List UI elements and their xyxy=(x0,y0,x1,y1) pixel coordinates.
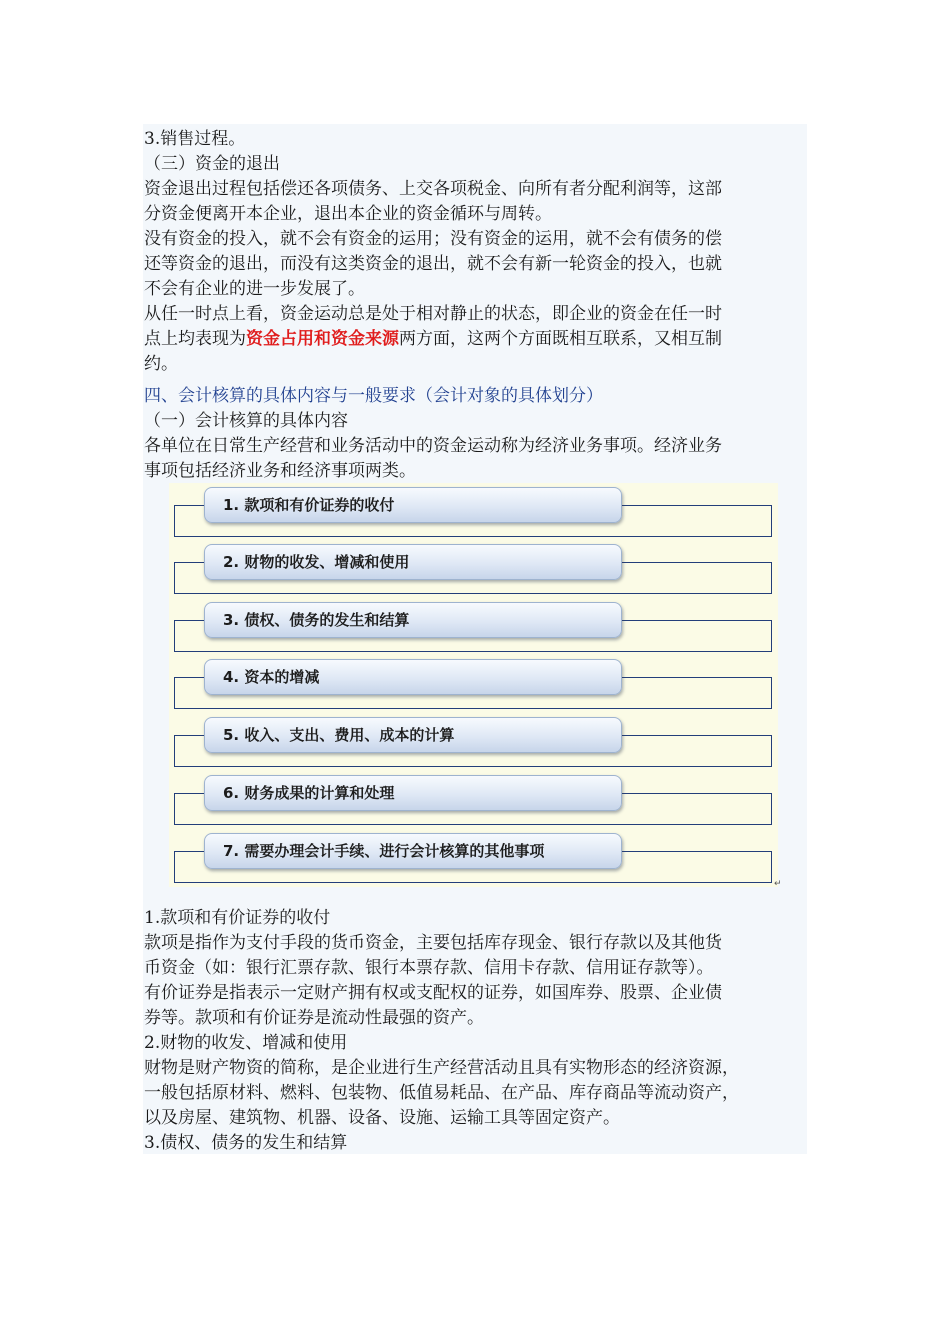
line-securities-2: 券等。款项和有价证券是流动性最强的资产。 xyxy=(144,1008,484,1028)
line-input-3: 不会有企业的进一步发展了。 xyxy=(144,279,365,299)
diagram-row-4 xyxy=(169,655,778,701)
diagram-item-6: 6. 财务成果的计算和处理 xyxy=(204,775,622,811)
section-bottom xyxy=(144,906,804,1156)
accounting-content-diagram xyxy=(169,483,782,889)
heading-claims-debts: 3.债权、债务的发生和结算 xyxy=(144,1133,348,1153)
line-econ-2: 事项包括经济业务和经济事项两类。 xyxy=(144,461,416,481)
subheading-accounting-content: （一）会计核算的具体内容 xyxy=(144,411,348,431)
diagram-row-2 xyxy=(169,540,778,586)
diagram-item-2: 2. 财物的收发、增减和使用 xyxy=(204,544,622,580)
text-pre: 点上均表现为 xyxy=(144,329,246,349)
line-input-2: 还等资金的退出，而没有这类资金的退出，就不会有新一轮资金的投入，也就 xyxy=(144,254,722,274)
heading-cash-securities: 1.款项和有价证券的收付 xyxy=(144,908,331,928)
line-securities-1: 有价证券是指表示一定财产拥有权或支配权的证券，如国库券、股票、企业债 xyxy=(144,983,722,1003)
diagram-row-3 xyxy=(169,598,778,644)
line-capital-exit-heading: （三）资金的退出 xyxy=(144,154,280,174)
diagram-row-6 xyxy=(169,771,778,817)
text-post: 两方面，这两个方面既相互联系，又相互制 xyxy=(399,329,722,349)
line-exit-2: 分资金便离开本企业，退出本企业的资金循环与周转。 xyxy=(144,204,552,224)
diagram-item-4: 4. 资本的增减 xyxy=(204,659,622,695)
line-property-1: 财物是财产物资的简称，是企业进行生产经营活动且具有实物形态的经济资源， xyxy=(144,1058,739,1078)
line-static-1: 从任一时点上看，资金运动总是处于相对静止的状态，即企业的资金在任一时 xyxy=(144,304,722,324)
diagram-item-7: 7. 需要办理会计手续、进行会计核算的其他事项 xyxy=(204,833,622,869)
diagram-item-5: 5. 收入、支出、费用、成本的计算 xyxy=(204,717,622,753)
line-static-2 xyxy=(144,327,804,352)
line-property-2: 一般包括原材料、燃料、包装物、低值易耗品、在产品、库存商品等流动资产， xyxy=(144,1083,739,1103)
paragraph-mark-icon: ↵ xyxy=(774,879,782,889)
line-sales-process: 3.销售过程。 xyxy=(144,129,246,149)
diagram-row-7 xyxy=(169,829,778,875)
heading-property: 2.财物的收发、增减和使用 xyxy=(144,1033,348,1053)
section-four xyxy=(144,384,804,484)
line-input-1: 没有资金的投入，就不会有资金的运用；没有资金的运用，就不会有债务的偿 xyxy=(144,229,722,249)
line-property-3: 以及房屋、建筑物、机器、设备、设施、运输工具等固定资产。 xyxy=(144,1108,620,1128)
diagram-row-1 xyxy=(169,483,778,529)
diagram-item-3: 3. 债权、债务的发生和结算 xyxy=(204,602,622,638)
line-static-3: 约。 xyxy=(144,354,178,374)
line-cash-1: 款项是指作为支付手段的货币资金，主要包括库存现金、银行存款以及其他货 xyxy=(144,933,722,953)
section-top xyxy=(144,127,804,377)
diagram-item-1: 1. 款项和有价证券的收付 xyxy=(204,487,622,523)
section-four-heading: 四、会计核算的具体内容与一般要求（会计对象的具体划分） xyxy=(144,386,603,406)
highlight-capital-occupation-source: 资金占用和资金来源 xyxy=(246,329,399,349)
line-cash-2: 币资金（如：银行汇票存款、银行本票存款、信用卡存款、信用证存款等）。 xyxy=(144,958,714,978)
line-econ-1: 各单位在日常生产经营和业务活动中的资金运动称为经济业务事项。经济业务 xyxy=(144,436,722,456)
line-exit-1: 资金退出过程包括偿还各项债务、上交各项税金、向所有者分配利润等，这部 xyxy=(144,179,722,199)
diagram-row-5 xyxy=(169,713,778,759)
